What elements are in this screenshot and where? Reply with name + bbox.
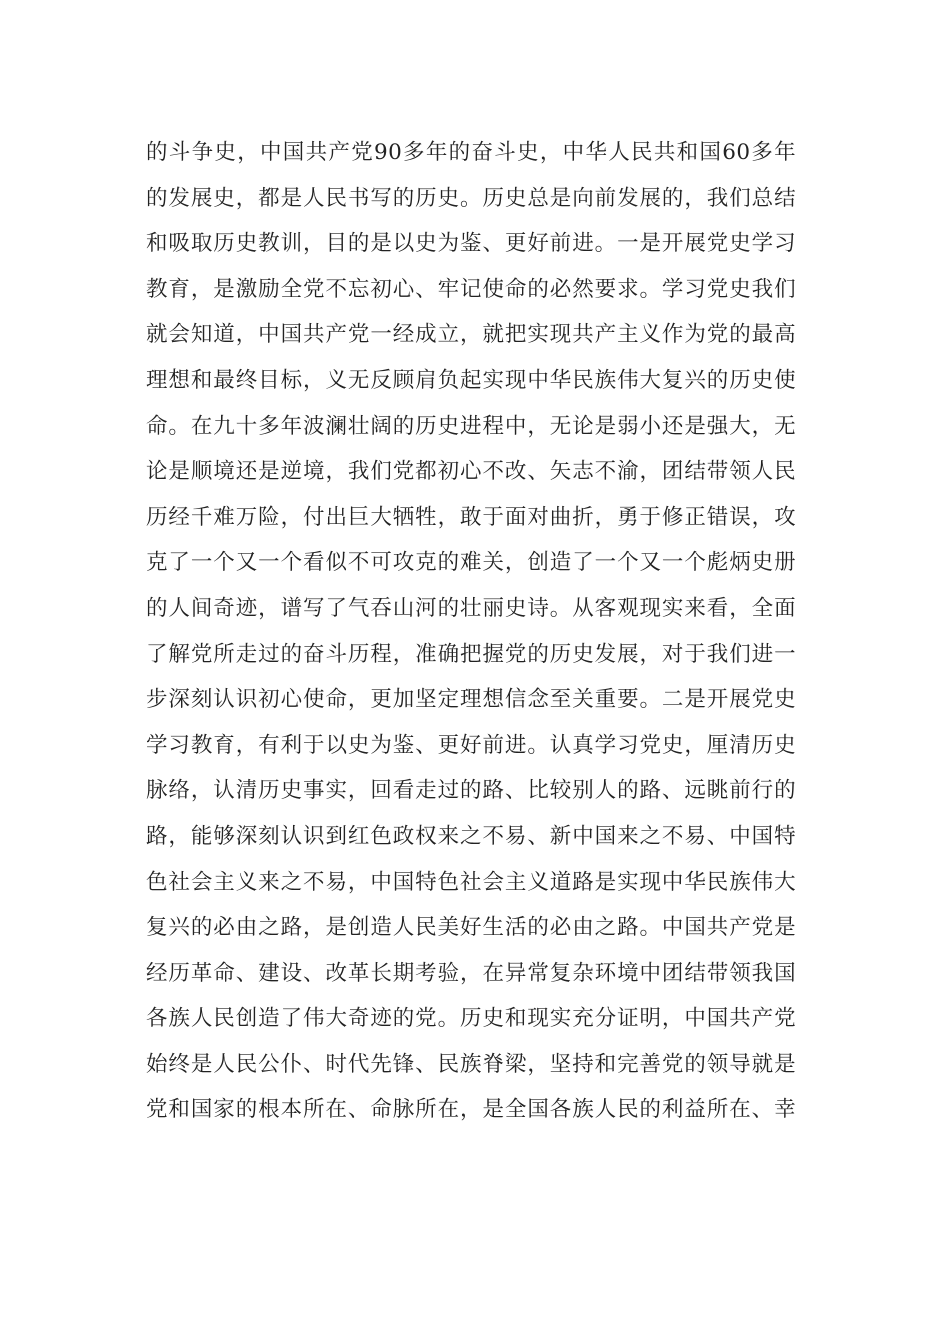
text-line: 脉络，认清历史事实，回看走过的路、比较别人的路、远眺前行的 — [146, 778, 796, 804]
text-line: 路，能够深刻认识到红色政权来之不易、新中国来之不易、中国特 — [146, 823, 796, 849]
text-line: 各族人民创造了伟大奇迹的党。历史和现实充分证明，中国共产党 — [146, 1006, 796, 1032]
text-line: 色社会主义来之不易，中国特色社会主义道路是实现中华民族伟大 — [146, 869, 796, 895]
text-line: 命。在九十多年波澜壮阔的历史进程中，无论是弱小还是强大，无 — [146, 413, 796, 439]
text-line: 就会知道，中国共产党一经成立，就把实现共产主义作为党的最高 — [146, 322, 796, 348]
text-line: 学习教育，有利于以史为鉴、更好前进。认真学习党史，厘清历史 — [146, 732, 796, 758]
text-line: 论是顺境还是逆境，我们党都初心不改、矢志不渝，团结带领人民 — [146, 459, 796, 485]
text-line: 始终是人民公仆、时代先锋、民族脊梁，坚持和完善党的领导就是 — [146, 1051, 796, 1077]
text-line: 教育，是激励全党不忘初心、牢记使命的必然要求。学习党史我们 — [146, 276, 796, 302]
body-paragraph — [146, 130, 796, 1133]
text-line: 的斗争史，中国共产党90多年的奋斗史，中华人民共和国60多年 — [146, 140, 796, 165]
text-line: 经历革命、建设、改革长期考验，在异常复杂环境中团结带领我国 — [146, 960, 796, 986]
text-line: 克了一个又一个看似不可攻克的难关，创造了一个又一个彪炳史册 — [146, 550, 796, 576]
text-line: 复兴的必由之路，是创造人民美好生活的必由之路。中国共产党是 — [146, 915, 796, 941]
text-line: 步深刻认识初心使命，更加坚定理想信念至关重要。二是开展党史 — [146, 687, 796, 713]
text-line: 了解党所走过的奋斗历程，准确把握党的历史发展，对于我们进一 — [146, 641, 796, 667]
text-line: 党和国家的根本所在、命脉所在，是全国各族人民的利益所在、幸 — [146, 1097, 796, 1123]
text-line: 的人间奇迹，谱写了气吞山河的壮丽史诗。从客观现实来看，全面 — [146, 595, 796, 621]
text-line: 的发展史，都是人民书写的历史。历史总是向前发展的，我们总结 — [146, 185, 796, 211]
text-line: 理想和最终目标，义无反顾肩负起实现中华民族伟大复兴的历史使 — [146, 367, 796, 393]
text-line: 历经千难万险，付出巨大牺牲，敢于面对曲折，勇于修正错误，攻 — [146, 504, 796, 530]
text-line: 和吸取历史教训，目的是以史为鉴、更好前进。一是开展党史学习 — [146, 231, 796, 257]
